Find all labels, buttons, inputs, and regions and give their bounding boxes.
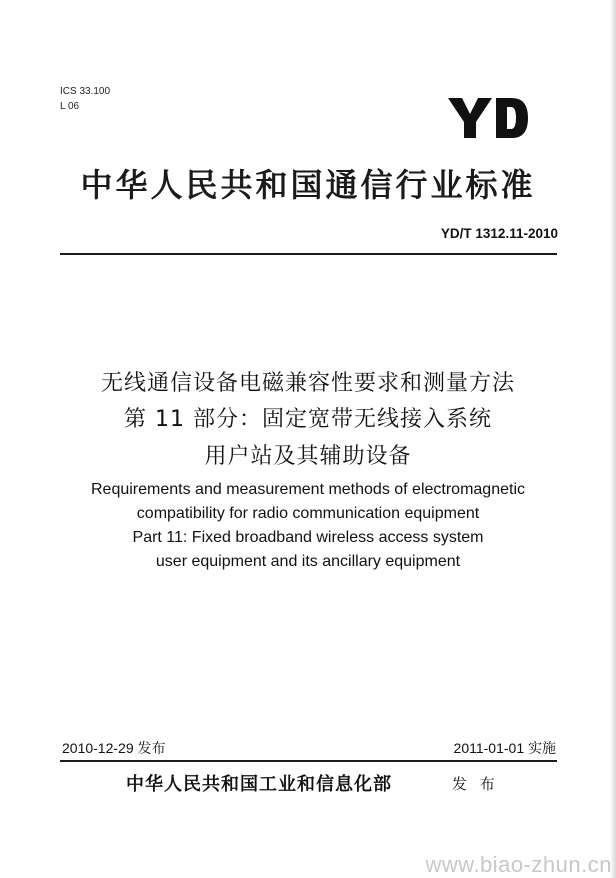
- publisher-name: 中华人民共和国工业和信息化部: [126, 774, 392, 795]
- chinese-title-line-2: 第 11 部分：固定宽带无线接入系统: [124, 407, 492, 432]
- ics-code: ICS 33.100: [60, 86, 111, 97]
- document-category-title: 中华人民共和国通信行业标准: [80, 166, 536, 204]
- implementation-date: 2011-01-01 实施: [453, 740, 556, 756]
- english-title-line-1: Requirements and measurement methods of electromagnetic: [91, 481, 525, 498]
- top-divider: [60, 253, 557, 255]
- english-title-line-3: Part 11: Fixed broadband wireless access system: [132, 529, 484, 546]
- ccs-code: L 06: [60, 101, 80, 112]
- english-title-line-4: user equipment and its ancillary equipment: [155, 553, 461, 570]
- chinese-title-line-1: 无线通信设备电磁兼容性要求和测量方法: [100, 371, 515, 396]
- english-title-line-2: compatibility for radio communication equipment: [136, 505, 480, 522]
- watermark-text: www.biao-zhun.cn: [425, 852, 612, 877]
- bottom-divider: [60, 760, 557, 762]
- yd-logo: [448, 96, 528, 140]
- chinese-title-line-3: 用户站及其辅助设备: [204, 444, 412, 469]
- issue-date: 2010-12-29 发布: [62, 740, 166, 756]
- publisher-action: 发 布: [452, 775, 499, 793]
- standard-number: YD/T 1312.11-2010: [440, 226, 558, 241]
